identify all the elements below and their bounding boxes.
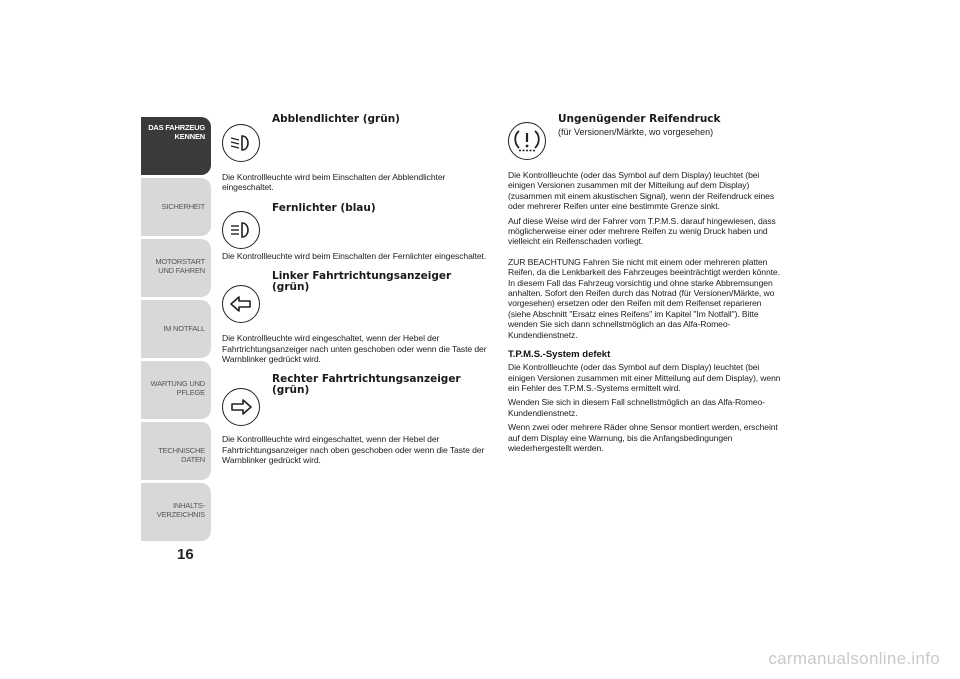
page-number: 16	[177, 546, 194, 563]
chapter-sidebar	[141, 117, 211, 544]
low-beam-section	[222, 112, 492, 172]
tab-inhaltsverzeichnis[interactable]: INHALTS-VERZEICHNIS	[141, 483, 211, 541]
tire-pressure-icon	[508, 122, 546, 160]
watermark: carmanualsonline.info	[768, 649, 940, 668]
tab-im-notfall[interactable]: IM NOTFALL	[141, 300, 211, 358]
tpms-fault-heading: T.P.M.S.-System defekt	[508, 349, 611, 361]
left-arrow-icon	[222, 285, 260, 323]
tpms-fault-para-1: Die Kontrollleuchte (oder das Symbol auf dem Display) leuchtet (bei einigen Versionen zusammen mit einer Mitteilung auf dem Display), wenn ein Fehler des T.P.M.S.-Systems ermittelt wird.	[508, 362, 781, 393]
high-beam-section	[222, 203, 492, 249]
left-column	[222, 112, 492, 466]
right-indicator-section	[222, 374, 492, 432]
tire-pressure-para-1: Die Kontrollleuchte (oder das Symbol auf dem Display) leuchtet (bei einigen Versionen zusammen mit der Mitteilung auf dem Display) (zusammen mit einem akustischen Signal), wenn der Reifendruck eines oder mehrerer Reifen unter eine bestimmte Grenze sinkt.	[508, 170, 775, 212]
tab-das-fahrzeug-kennen[interactable]: DAS FAHRZEUG KENNEN	[141, 117, 211, 175]
tire-pressure-heading: Ungenügender Reifendruck	[558, 113, 721, 125]
left-indicator-heading: Linker Fahrtrichtungsanzeiger (grün)	[272, 270, 452, 294]
tab-wartung-und-pflege[interactable]: WARTUNG UND PFLEGE	[141, 361, 211, 419]
tpms-fault-para-3: Wenn zwei oder mehrere Räder ohne Sensor montiert werden, erscheint auf dem Display eine Warnung, bis die Anfangsbedingungen wiederhergestellt werden.	[508, 422, 778, 453]
high-beam-heading: Fernlichter (blau)	[272, 201, 376, 214]
left-indicator-section	[222, 271, 492, 331]
tire-pressure-para-2: Auf diese Weise wird der Fahrer vom T.P.M.S. darauf hingewiesen, dass möglicherweise einer oder mehrere Reifen zu wenig Druck haben und vielleicht ein Reifenschaden vorliegt.	[508, 215, 776, 247]
tab-sicherheit[interactable]: SICHERHEIT	[141, 178, 211, 236]
tab-motorstart-und-fahren[interactable]: MOTORSTART UND FAHREN	[141, 239, 211, 297]
left-indicator-text: Die Kontrollleuchte wird eingeschaltet, wenn der Hebel der Fahrtrichtungsanzeiger nach unten geschoben oder wenn die Taste der Warnblinker gedrückt wird.	[222, 333, 487, 365]
right-arrow-icon	[222, 388, 260, 426]
tpms-fault-para-2: Wenden Sie sich in diesem Fall schnellstmöglich an das Alfa-Romeo-Kundendienstnetz.	[508, 397, 765, 418]
tire-pressure-subtitle: (für Versionen/Märkte, wo vorgesehen)	[558, 127, 714, 137]
tire-pressure-section	[508, 112, 783, 170]
right-indicator-heading: Rechter Fahrtrichtungsanzeiger (grün)	[272, 373, 461, 397]
low-beam-icon	[222, 124, 260, 162]
right-column	[508, 112, 783, 453]
low-beam-text: Die Kontrollleuchte wird beim Einschalten der Abblendlichter eingeschaltet.	[222, 172, 446, 193]
high-beam-icon	[222, 211, 260, 249]
right-indicator-text: Die Kontrollleuchte wird eingeschaltet, wenn der Hebel der Fahrtrichtungsanzeiger nach oben geschoben oder wenn die Taste der Warnblinker gedrückt wird.	[222, 434, 485, 466]
high-beam-text: Die Kontrollleuchte wird beim Einschalten der Fernlichter eingeschaltet.	[222, 250, 487, 261]
tire-pressure-para-3: ZUR BEACHTUNG Fahren Sie nicht mit einem oder mehreren platten Reifen, da die Lenkbarkeit des Fahrzeuges beeinträchtigt werden könnte. In diesem Fall das Fahrzeug vorsichtig und ohne starke Abbremsungen anhalten. Sofort den Reifen durch das Notrad (für Versionen/Märkte, wo vorgesehen) ersetzen oder den Reifen mit dem Reifenset reparieren (siehe Abschnitt "Ersatz eines Reifens" im Kapitel "Im Notfall"). Bitte wenden Sie sich dann schnellstmöglich an das Alfa-Romeo-Kundendienstnetz.	[508, 256, 780, 340]
low-beam-heading: Abblendlichter (grün)	[272, 113, 400, 125]
tab-technische-daten[interactable]: TECHNISCHE DATEN	[141, 422, 211, 480]
